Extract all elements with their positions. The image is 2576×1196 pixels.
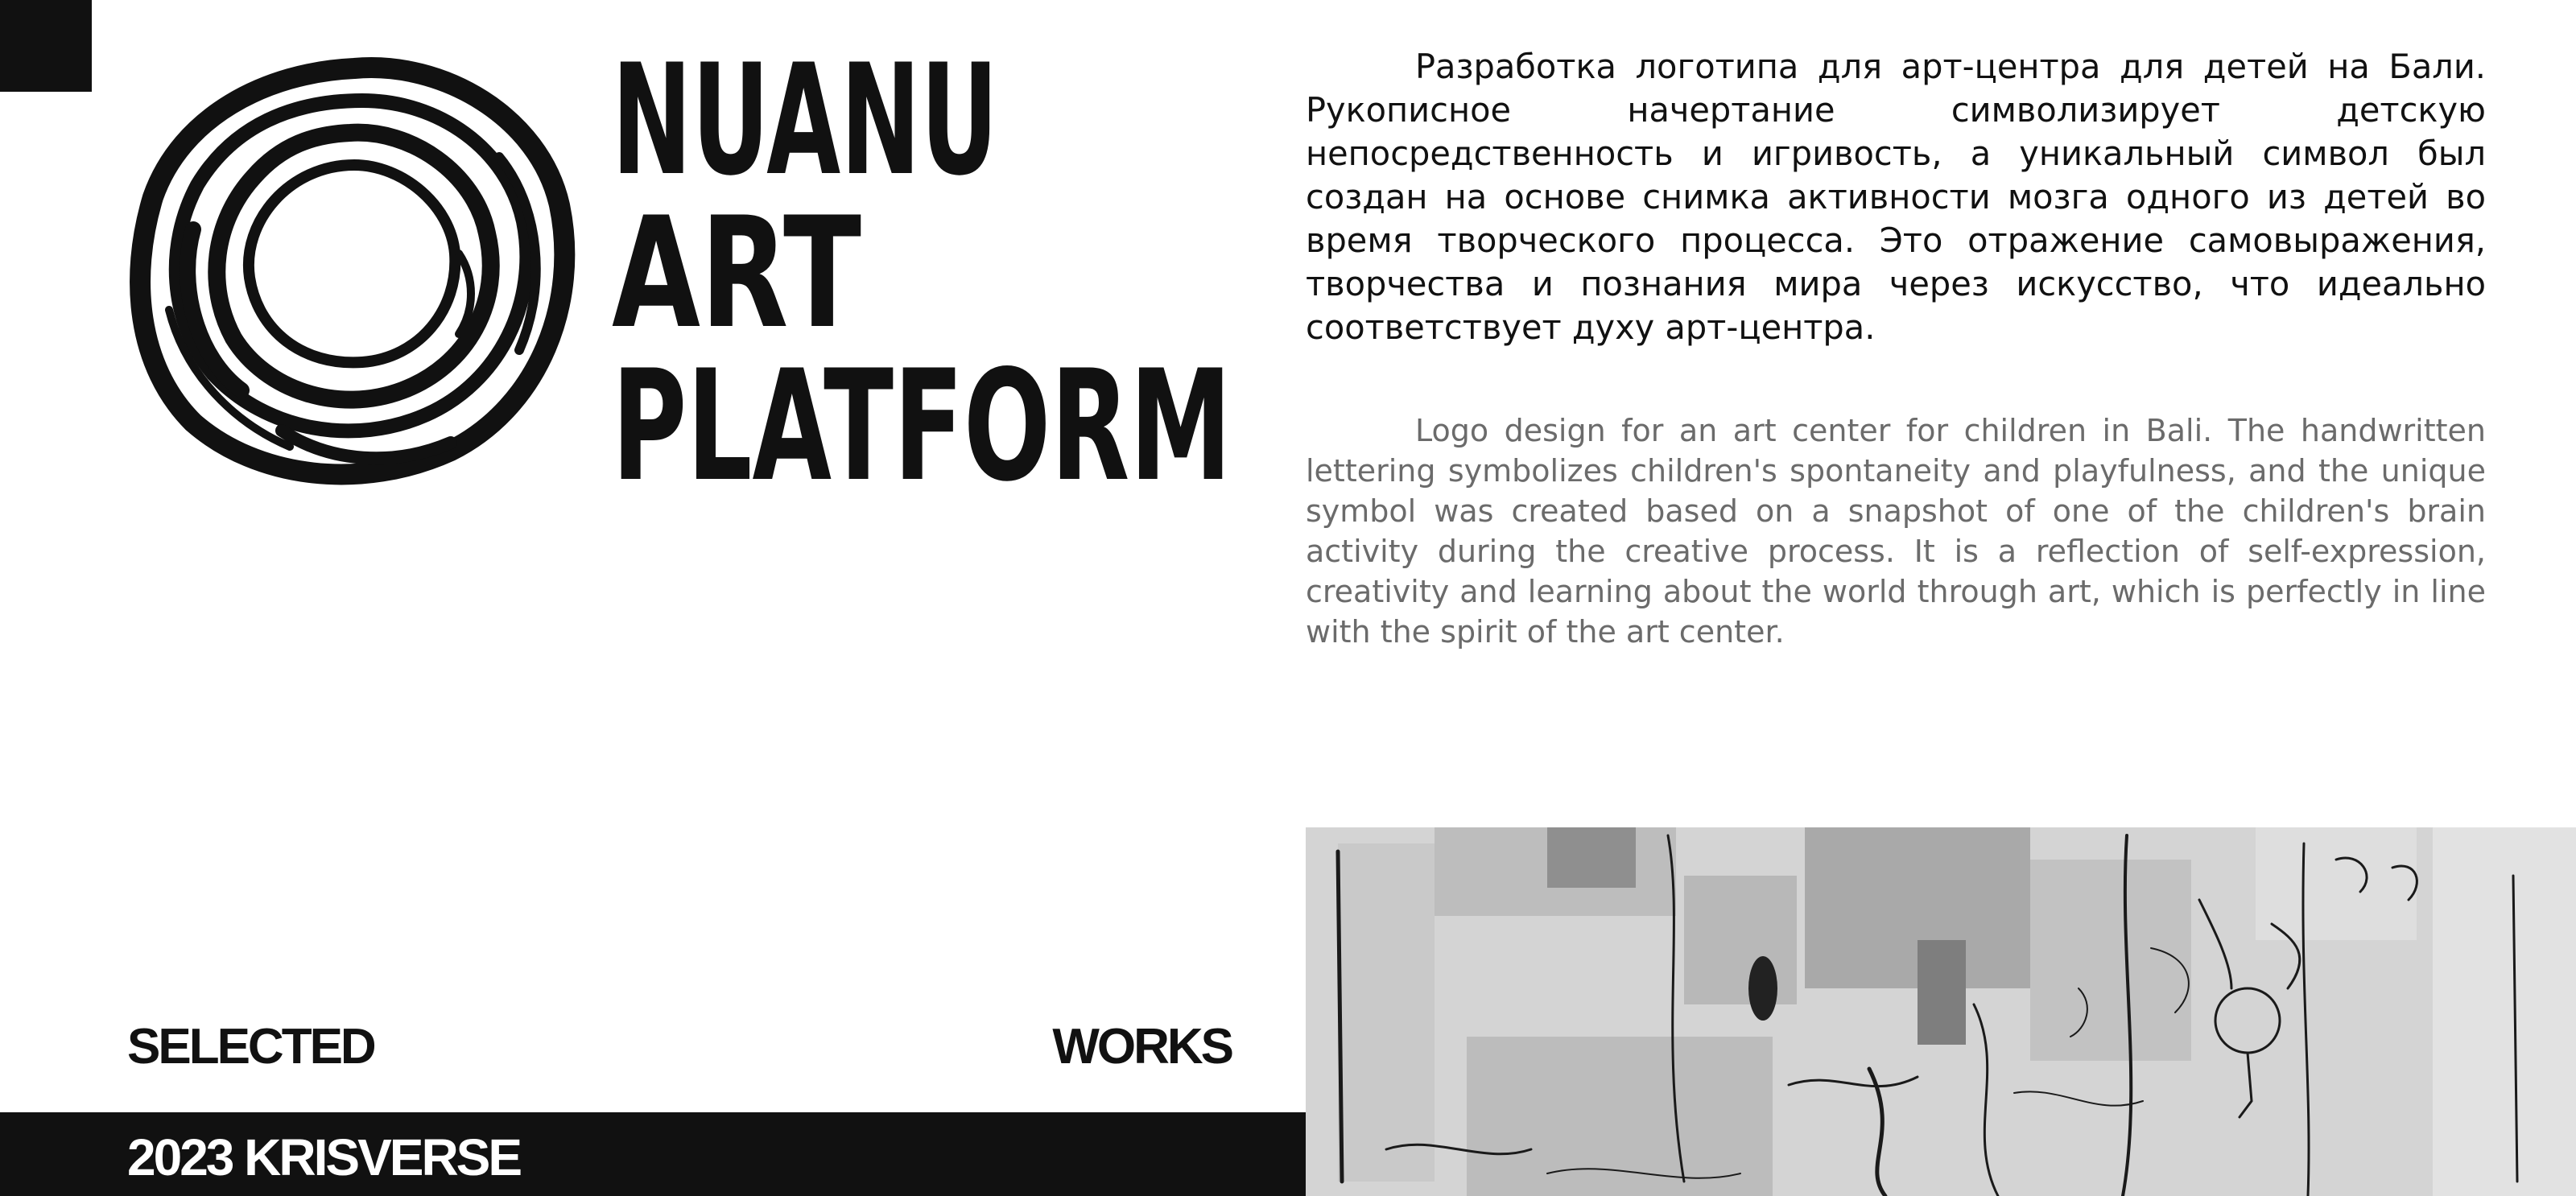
logo-symbol-icon: [121, 44, 588, 495]
works-label: WORKS: [1052, 1019, 1232, 1074]
artwork-drawing-icon: [1306, 827, 2576, 1196]
footer-bar: [0, 1112, 1306, 1196]
footer-text: 2023 KRISVERSE: [127, 1128, 521, 1186]
wordmark-line-art: ART: [612, 184, 861, 362]
description-english: Logo design for an art center for children in Bali. The handwritten lettering symbolizes children's spontaneity and playfulness, and the unique symbol was created based on a snapshot of one of the children's brain activity during the creative process. It is a reflection of self-expression, creativity and learning about the world through art, which is perfectly in line with the spirit of the art center.: [1306, 413, 2486, 650]
wordmark-line-nuanu: NUANU: [612, 31, 998, 209]
corner-square: [0, 0, 92, 92]
description-russian: Разработка логотипа для арт-центра для детей на Бали. Рукописное начертание символизирует детскую непосредственность и игривость, а уникальный символ был создан на основе снимка активности мозга одного из детей во время творческого процесса. Это отражение самовыражения, творчества и познания мира через искусство, что идеально соответствует духу арт-центра.: [1306, 47, 2486, 347]
wordmark-line-platform: PLATFORM: [612, 337, 1232, 515]
selected-label: SELECTED: [127, 1019, 374, 1074]
artwork-image: [1306, 827, 2576, 1196]
logo-wordmark: [612, 31, 1240, 515]
